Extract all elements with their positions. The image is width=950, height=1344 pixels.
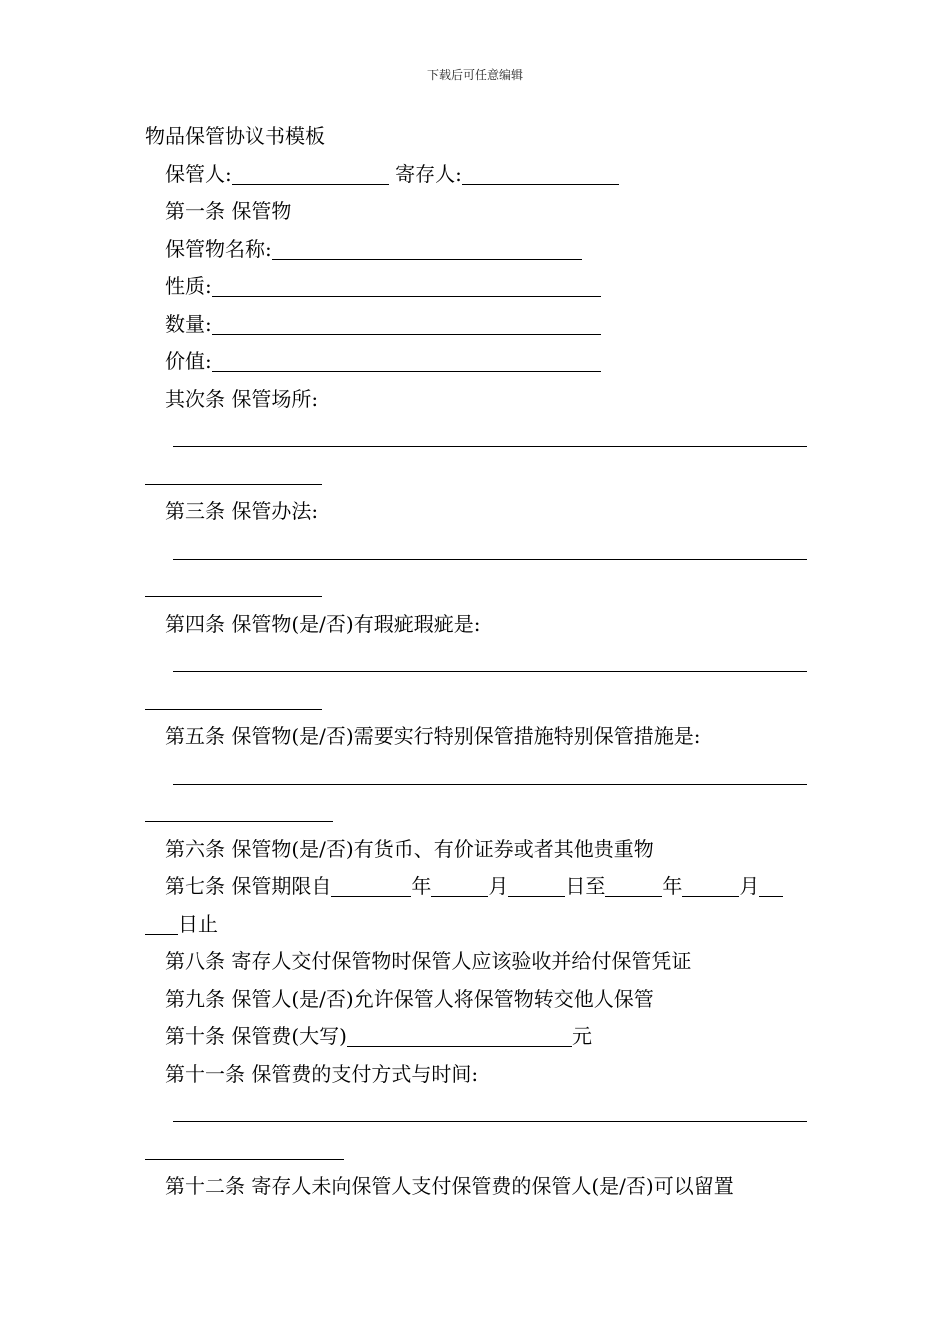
storage-place-blank-tail[interactable] xyxy=(145,462,322,485)
article-5-fill-line xyxy=(145,756,810,794)
custodian-blank[interactable] xyxy=(232,162,389,185)
defect-blank[interactable] xyxy=(173,649,807,672)
payment-method-blank-tail[interactable] xyxy=(145,1137,344,1160)
article-4-tail-line xyxy=(145,681,810,719)
item-name-line xyxy=(145,231,810,269)
start-year-blank[interactable] xyxy=(331,874,411,897)
article-11-heading: 第十一条 保管费的支付方式与时间: xyxy=(165,1061,479,1086)
item-quantity-label: 数量: xyxy=(165,311,212,336)
article-2-fill-line xyxy=(145,418,810,456)
parties-line xyxy=(145,156,810,194)
end-year-unit: 年 xyxy=(662,874,683,898)
start-day-unit: 日至 xyxy=(565,874,606,898)
article-2-heading: 其次条 保管场所: xyxy=(165,386,319,411)
start-month-blank[interactable] xyxy=(431,874,488,897)
start-month-unit: 月 xyxy=(488,874,509,898)
end-day-blank-tail[interactable] xyxy=(145,912,178,935)
article-9-text: 第九条 保管人(是/否)允许保管人将保管物转交他人保管 xyxy=(165,986,654,1011)
article-2-tail-line xyxy=(145,456,810,494)
item-nature-label: 性质: xyxy=(165,274,212,298)
article-8-text: 第八条 寄存人交付保管物时保管人应该验收并给付保管凭证 xyxy=(165,949,692,973)
article-3-fill-line xyxy=(145,531,810,569)
item-name-label: 保管物名称: xyxy=(165,236,272,261)
start-day-blank[interactable] xyxy=(508,874,565,897)
article-1-heading: 第一条 保管物 xyxy=(165,199,292,223)
item-quantity-line xyxy=(145,306,810,344)
article-7-line xyxy=(145,868,810,906)
payment-method-blank[interactable] xyxy=(173,1099,807,1122)
defect-blank-tail[interactable] xyxy=(145,687,322,710)
end-day-unit: 日止 xyxy=(178,911,218,936)
end-month-blank[interactable] xyxy=(682,874,739,897)
storage-method-blank-tail[interactable] xyxy=(145,574,322,597)
item-nature-line xyxy=(145,268,810,306)
start-year-unit: 年 xyxy=(411,874,432,898)
fee-unit: 元 xyxy=(571,1024,592,1048)
article-12-text: 第十二条 寄存人未向保管人支付保管费的保管人(是/否)可以留置 xyxy=(165,1174,734,1198)
custodian-label: 保管人: xyxy=(165,161,232,186)
item-name-blank[interactable] xyxy=(272,237,582,260)
article-7-line-end xyxy=(145,906,810,944)
article-3-tail-line xyxy=(145,568,810,606)
item-value-blank[interactable] xyxy=(212,349,601,372)
article-11-fill-line xyxy=(145,1093,810,1131)
storage-method-blank[interactable] xyxy=(173,537,807,560)
term-prefix: 第七条 保管期限自 xyxy=(165,874,332,898)
agreement-document xyxy=(145,118,810,1206)
article-10-line xyxy=(145,1018,810,1056)
special-measures-blank-tail[interactable] xyxy=(145,799,333,822)
article-4-fill-line xyxy=(145,643,810,681)
article-11-tail-line xyxy=(145,1131,810,1169)
depositor-blank[interactable] xyxy=(462,162,619,185)
fee-prefix: 第十条 保管费(大写) xyxy=(165,1024,347,1048)
page-header: 下载后可任意编辑 xyxy=(426,68,523,82)
article-5-heading: 第五条 保管物(是/否)需要实行特别保管措施特别保管措施是: xyxy=(165,724,701,748)
item-nature-blank[interactable] xyxy=(212,274,601,297)
item-value-label: 价值: xyxy=(165,349,212,373)
special-measures-blank[interactable] xyxy=(173,762,807,785)
document-title: 物品保管协议书模板 xyxy=(145,124,325,148)
end-month-unit: 月 xyxy=(739,874,760,898)
fee-amount-blank[interactable] xyxy=(347,1024,572,1047)
end-year-blank[interactable] xyxy=(605,874,662,897)
article-3-heading: 第三条 保管办法: xyxy=(165,499,319,523)
item-quantity-blank[interactable] xyxy=(212,312,601,335)
item-value-line xyxy=(145,343,810,381)
article-4-heading: 第四条 保管物(是/否)有瑕疵瑕疵是: xyxy=(165,611,481,636)
end-day-blank[interactable] xyxy=(759,874,783,897)
storage-place-blank[interactable] xyxy=(173,424,807,447)
article-5-tail-line xyxy=(145,793,810,831)
depositor-label: 寄存人: xyxy=(395,161,462,186)
article-6-text: 第六条 保管物(是/否)有货币、有价证券或者其他贵重物 xyxy=(165,836,654,861)
